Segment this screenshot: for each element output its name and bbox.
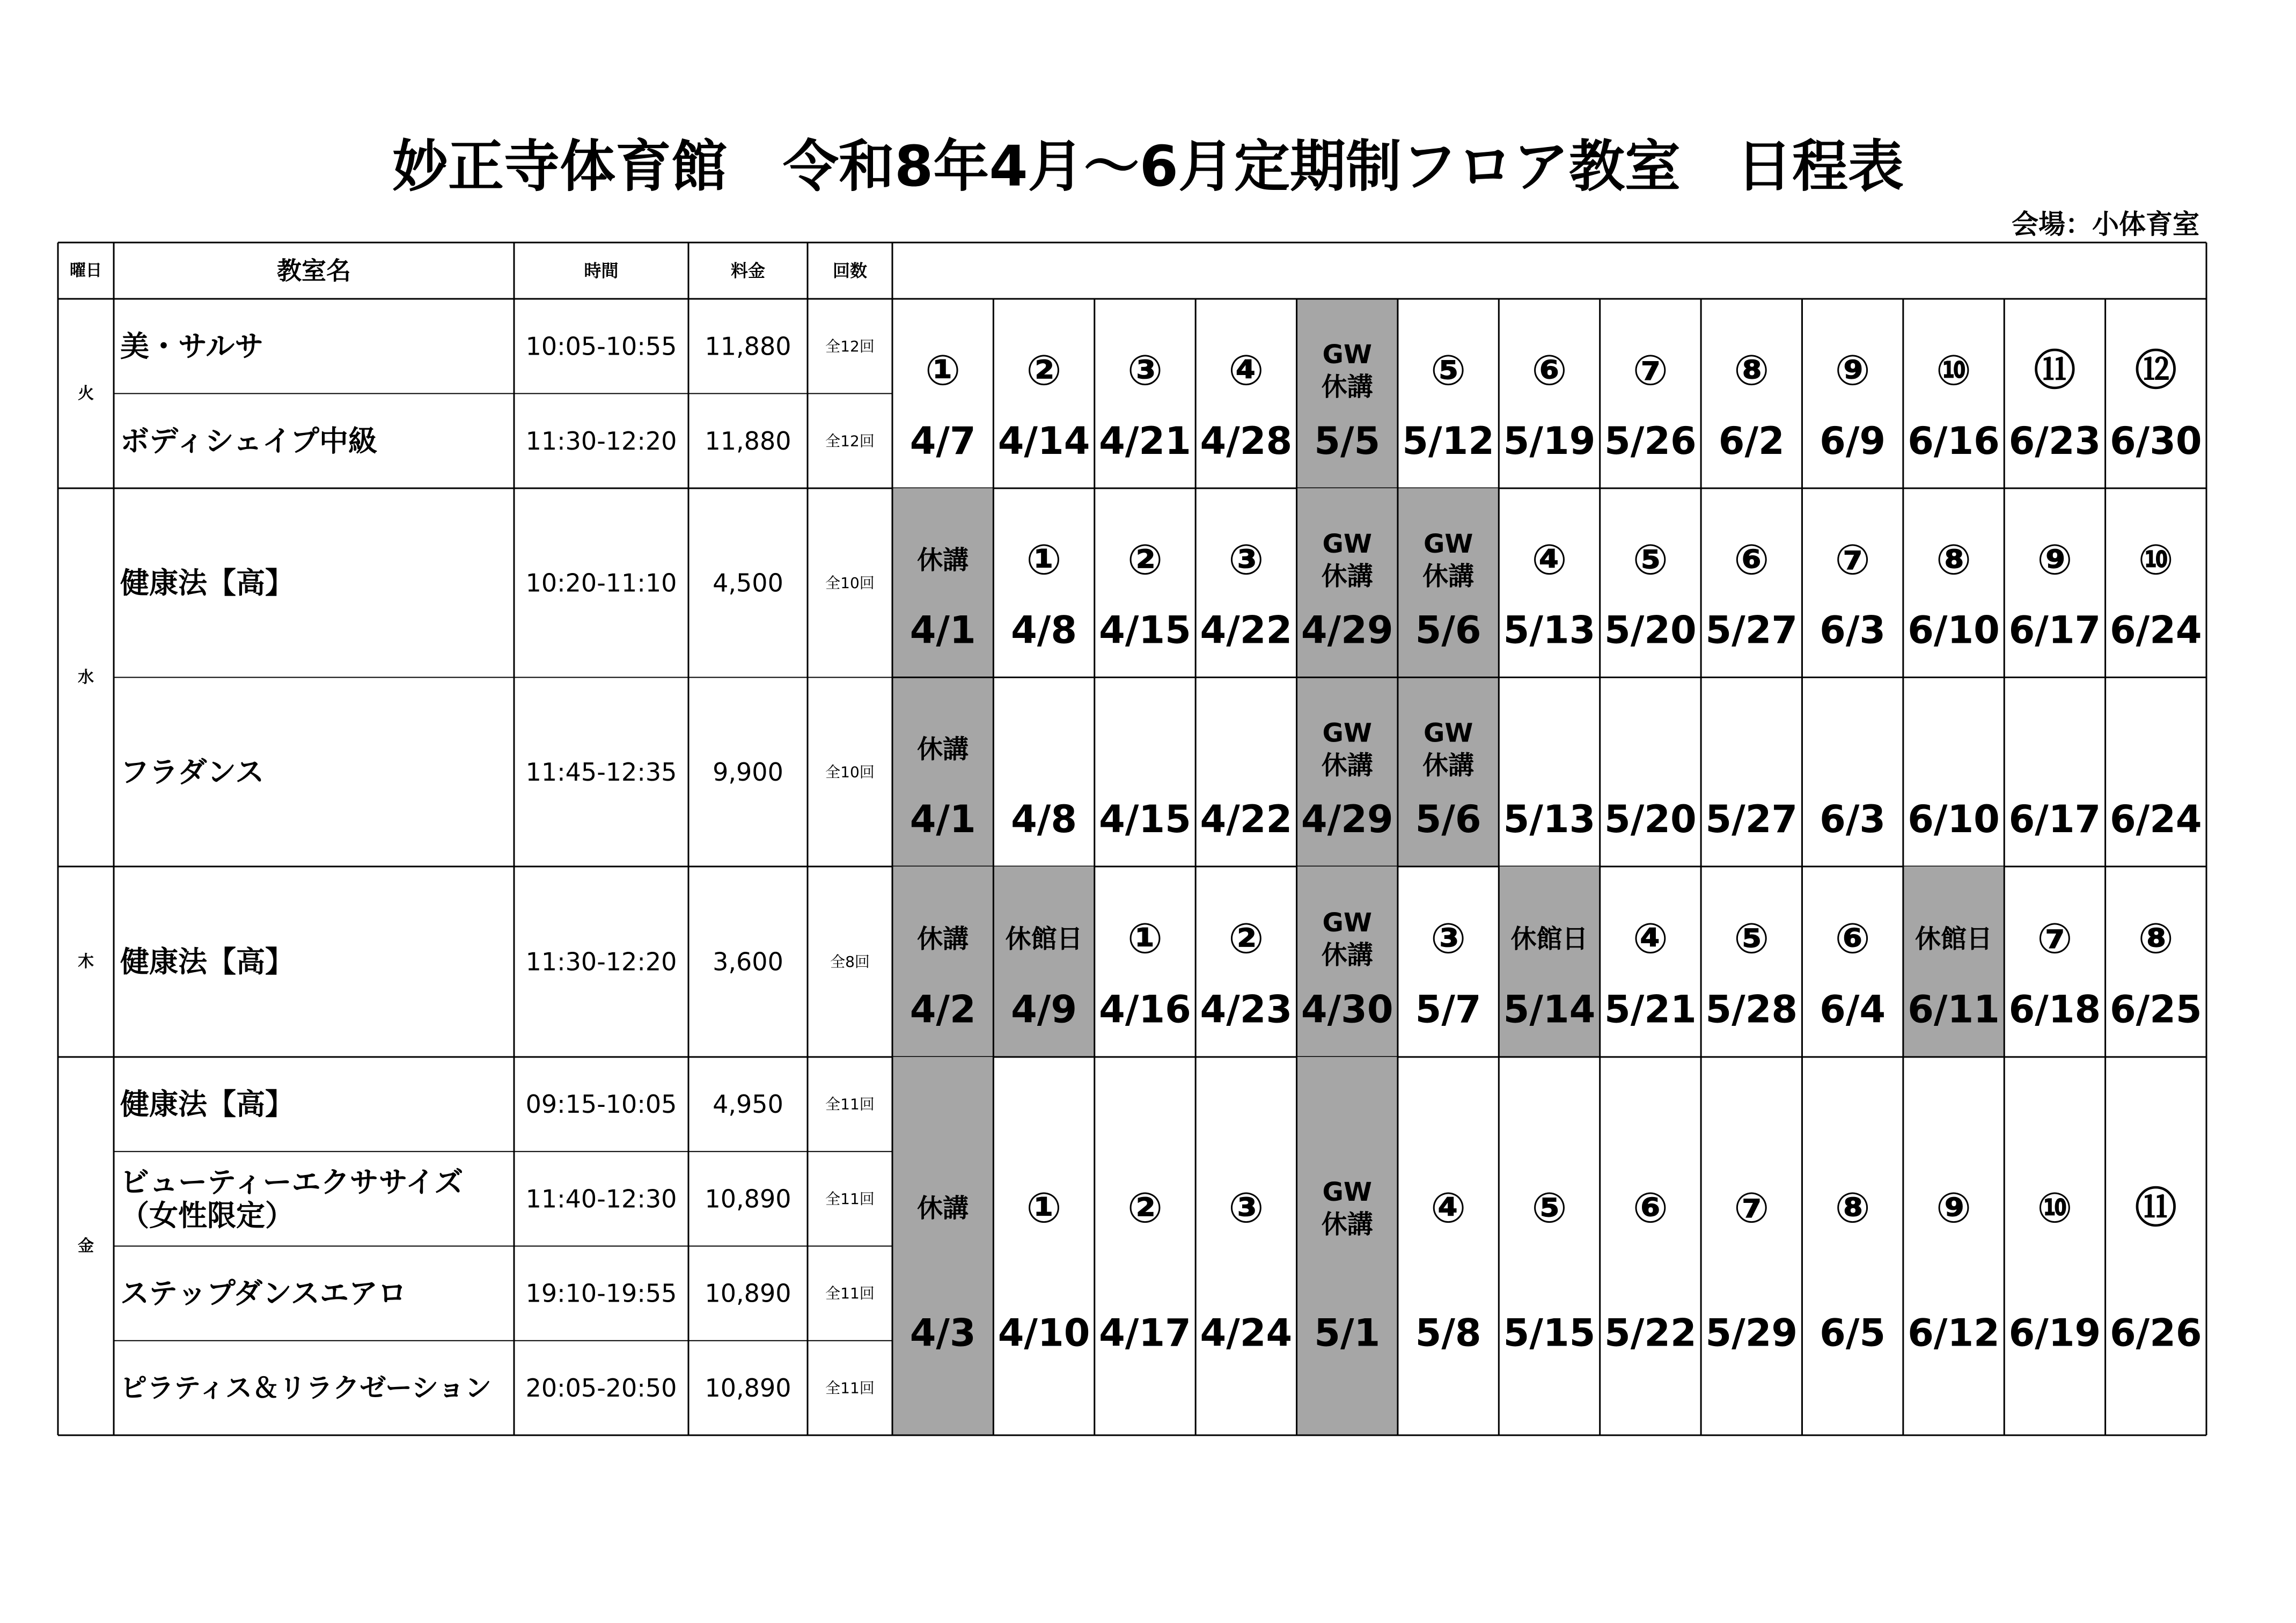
closed-label: 休講 <box>1422 561 1475 591</box>
session-number: ② <box>1228 914 1264 963</box>
session-number: ⑧ <box>2138 914 2174 963</box>
class-count: 全10回 <box>825 763 875 781</box>
session-date: 4/1 <box>909 608 976 652</box>
session-date: 4/16 <box>1099 987 1191 1032</box>
session-date: 5/29 <box>1705 1311 1798 1355</box>
session-number: ⑧ <box>1734 347 1770 395</box>
session-date: 4/3 <box>909 1311 976 1355</box>
closed-label: 休講 <box>1321 372 1373 402</box>
session-date: 5/5 <box>1314 418 1381 463</box>
session-date: 5/13 <box>1503 797 1596 841</box>
session-date: 4/8 <box>1011 608 1077 652</box>
class-time: 10:20-11:10 <box>525 568 677 598</box>
session-number: ⑥ <box>1531 347 1567 395</box>
class-fee: 4,500 <box>713 568 783 598</box>
closed-label: 休館日 <box>1915 923 1993 954</box>
session-date: 6/4 <box>1820 987 1886 1032</box>
venue-label: 会場：小体育室 <box>2012 209 2199 240</box>
session-number: ⑤ <box>1531 1184 1567 1232</box>
session-number: ⑪ <box>2034 347 2076 395</box>
class-name: 美・サルサ <box>120 329 264 363</box>
closed-label: 休講 <box>1422 750 1475 781</box>
session-date: 5/13 <box>1503 608 1596 652</box>
session-date: 4/9 <box>1011 987 1077 1032</box>
class-fee: 10,890 <box>705 1279 791 1308</box>
closed-label: GW <box>1322 907 1372 938</box>
session-date: 6/9 <box>1820 418 1886 463</box>
class-name: 健康法【高】 <box>120 945 294 979</box>
session-date: 5/14 <box>1503 987 1596 1032</box>
class-name: ビューティーエクササイズ <box>120 1165 464 1199</box>
class-fee: 11,880 <box>705 426 791 456</box>
session-number: ④ <box>1531 535 1567 584</box>
session-date: 5/22 <box>1604 1311 1697 1355</box>
session-date: 4/22 <box>1200 608 1293 652</box>
closed-label: 休館日 <box>1510 923 1588 954</box>
closed-label: 休講 <box>1321 750 1373 781</box>
class-name: フラダンス <box>120 755 265 789</box>
session-date: 5/6 <box>1415 797 1481 841</box>
session-date: 5/8 <box>1415 1311 1481 1355</box>
session-number: ② <box>1026 347 1062 395</box>
session-number: ⑨ <box>1936 1184 1972 1232</box>
session-date: 4/17 <box>1099 1311 1191 1355</box>
class-fee: 11,880 <box>705 332 791 361</box>
session-number: ⑦ <box>1734 1184 1770 1232</box>
session-date: 4/24 <box>1200 1311 1293 1355</box>
session-number: ④ <box>1431 1184 1466 1232</box>
session-number: ② <box>1127 535 1163 584</box>
session-number: ③ <box>1228 535 1264 584</box>
session-date: 4/14 <box>997 418 1090 463</box>
session-date: 4/22 <box>1200 797 1293 841</box>
closed-label: 休講 <box>917 1193 969 1223</box>
session-date: 6/30 <box>2109 418 2202 463</box>
class-fee: 10,890 <box>705 1373 791 1402</box>
closed-label: 休講 <box>917 545 969 575</box>
header-fee: 料金 <box>730 260 766 281</box>
session-date: 6/2 <box>1718 418 1785 463</box>
class-name: ピラティス＆リラクゼーション <box>120 1372 492 1404</box>
class-time: 20:05-20:50 <box>525 1373 677 1402</box>
session-number: ① <box>1127 914 1163 963</box>
class-fee: 10,890 <box>705 1184 791 1214</box>
day-label: 水 <box>78 668 94 687</box>
session-date: 5/6 <box>1415 608 1481 652</box>
class-count: 全11回 <box>825 1189 875 1208</box>
day-label: 金 <box>78 1237 94 1255</box>
session-date: 4/10 <box>997 1311 1090 1355</box>
session-number: ⑦ <box>2037 914 2073 963</box>
session-date: 6/23 <box>2008 418 2101 463</box>
closed-label: GW <box>1423 528 1473 559</box>
session-date: 5/1 <box>1314 1311 1381 1355</box>
closed-label: 休講 <box>1321 939 1373 970</box>
closed-label: 休館日 <box>1005 923 1083 954</box>
session-number: ④ <box>1632 914 1668 963</box>
session-number: ⑧ <box>1936 535 1972 584</box>
session-number: ③ <box>1127 347 1163 395</box>
session-number: ⑨ <box>2037 535 2073 584</box>
session-date: 6/26 <box>2109 1311 2202 1355</box>
session-date: 6/10 <box>1908 608 2000 652</box>
session-date: 5/21 <box>1604 987 1697 1032</box>
closed-label: GW <box>1423 718 1473 748</box>
session-date: 5/20 <box>1604 797 1697 841</box>
class-time: 10:05-10:55 <box>525 332 677 361</box>
day-label: 木 <box>78 952 94 971</box>
session-number: ⑦ <box>1835 535 1870 584</box>
session-date: 6/17 <box>2008 797 2101 841</box>
session-number: ① <box>1026 1184 1062 1232</box>
session-date: 5/7 <box>1415 987 1481 1032</box>
closed-cell <box>1297 1057 1398 1435</box>
session-date: 4/15 <box>1099 608 1191 652</box>
session-date: 6/25 <box>2109 987 2202 1032</box>
session-date: 4/30 <box>1301 987 1393 1032</box>
closed-label: GW <box>1322 528 1372 559</box>
class-count: 全12回 <box>825 337 875 355</box>
class-count: 全10回 <box>825 574 875 592</box>
session-number: ⑩ <box>2037 1184 2073 1232</box>
header-class-name: 教室名 <box>277 256 351 285</box>
class-count: 全11回 <box>825 1379 875 1397</box>
class-count: 全11回 <box>825 1284 875 1303</box>
session-number: ⑤ <box>1632 535 1668 584</box>
session-number: ⑪ <box>2134 1184 2177 1232</box>
session-date: 5/27 <box>1705 797 1798 841</box>
session-date: 6/3 <box>1820 797 1886 841</box>
class-time: 19:10-19:55 <box>525 1279 677 1308</box>
class-time: 11:40-12:30 <box>525 1184 677 1214</box>
class-count: 全11回 <box>825 1095 875 1113</box>
session-date: 5/27 <box>1705 608 1798 652</box>
session-date: 6/18 <box>2008 987 2101 1032</box>
session-date: 5/19 <box>1503 418 1596 463</box>
closed-cell <box>892 1057 993 1435</box>
session-number: ④ <box>1228 347 1264 395</box>
class-name: 健康法【高】 <box>120 566 294 600</box>
closed-label: 休講 <box>917 734 969 765</box>
session-date: 5/15 <box>1503 1311 1596 1355</box>
session-date: 4/2 <box>909 987 976 1032</box>
session-number: ③ <box>1228 1184 1264 1232</box>
session-date: 6/24 <box>2109 608 2202 652</box>
closed-label: GW <box>1322 340 1372 370</box>
session-date: 5/26 <box>1604 418 1697 463</box>
session-date: 6/5 <box>1820 1311 1886 1355</box>
session-number: ⑤ <box>1431 347 1466 395</box>
session-date: 4/15 <box>1099 797 1191 841</box>
session-date: 4/29 <box>1301 797 1393 841</box>
session-number: ⑧ <box>1835 1184 1870 1232</box>
class-time: 09:15-10:05 <box>525 1090 677 1119</box>
session-number: ① <box>1026 535 1062 584</box>
closed-label: GW <box>1322 1177 1372 1207</box>
session-date: 5/20 <box>1604 608 1697 652</box>
closed-label: GW <box>1322 718 1372 748</box>
session-number: ③ <box>1431 914 1466 963</box>
session-number: ⑩ <box>2138 535 2174 584</box>
closed-label: 休講 <box>1321 561 1373 591</box>
day-label: 火 <box>78 384 94 403</box>
session-date: 4/28 <box>1200 418 1293 463</box>
class-name: 健康法【高】 <box>120 1087 294 1121</box>
session-date: 6/17 <box>2008 608 2101 652</box>
session-date: 6/11 <box>1908 987 2000 1032</box>
session-date: 6/3 <box>1820 608 1886 652</box>
session-number: ⑦ <box>1632 347 1668 395</box>
session-number: ⑩ <box>1936 347 1972 395</box>
session-number: ⑥ <box>1734 535 1770 584</box>
session-date: 4/7 <box>909 418 976 463</box>
class-count: 全12回 <box>825 432 875 450</box>
class-fee: 3,600 <box>713 947 783 976</box>
session-date: 4/21 <box>1099 418 1191 463</box>
class-fee: 9,900 <box>713 757 783 787</box>
session-date: 6/16 <box>1908 418 2000 463</box>
session-date: 6/12 <box>1908 1311 2000 1355</box>
session-date: 6/24 <box>2109 797 2202 841</box>
page-title: 妙正寺体育館 令和8年4月～6月定期制フロア教室 日程表 <box>392 134 1904 199</box>
header-day: 曜日 <box>70 261 102 280</box>
class-name: （女性限定） <box>120 1198 294 1232</box>
session-number: ① <box>925 347 961 395</box>
class-count: 全8回 <box>830 953 870 971</box>
session-date: 5/12 <box>1402 418 1494 463</box>
session-number: ② <box>1127 1184 1163 1232</box>
session-date: 6/10 <box>1908 797 2000 841</box>
header-time: 時間 <box>584 260 619 281</box>
closed-label: 休講 <box>1321 1209 1373 1239</box>
session-number: ⑥ <box>1632 1184 1668 1232</box>
session-date: 4/29 <box>1301 608 1393 652</box>
session-date: 4/1 <box>909 797 976 841</box>
session-date: 4/8 <box>1011 797 1077 841</box>
class-name: ボディシェイプ中級 <box>120 424 377 458</box>
session-number: ⑥ <box>1835 914 1870 963</box>
session-number: ⑫ <box>2134 347 2177 395</box>
class-time: 11:30-12:20 <box>525 426 677 456</box>
class-time: 11:45-12:35 <box>525 757 677 787</box>
header-count: 回数 <box>832 260 868 281</box>
class-name: ステップダンスエアロ <box>120 1276 407 1311</box>
class-fee: 4,950 <box>713 1090 783 1119</box>
session-date: 4/23 <box>1200 987 1293 1032</box>
session-number: ⑤ <box>1734 914 1770 963</box>
session-number: ⑨ <box>1835 347 1870 395</box>
class-time: 11:30-12:20 <box>525 947 677 976</box>
closed-label: 休講 <box>917 923 969 954</box>
session-date: 6/19 <box>2008 1311 2101 1355</box>
session-date: 5/28 <box>1705 987 1798 1032</box>
